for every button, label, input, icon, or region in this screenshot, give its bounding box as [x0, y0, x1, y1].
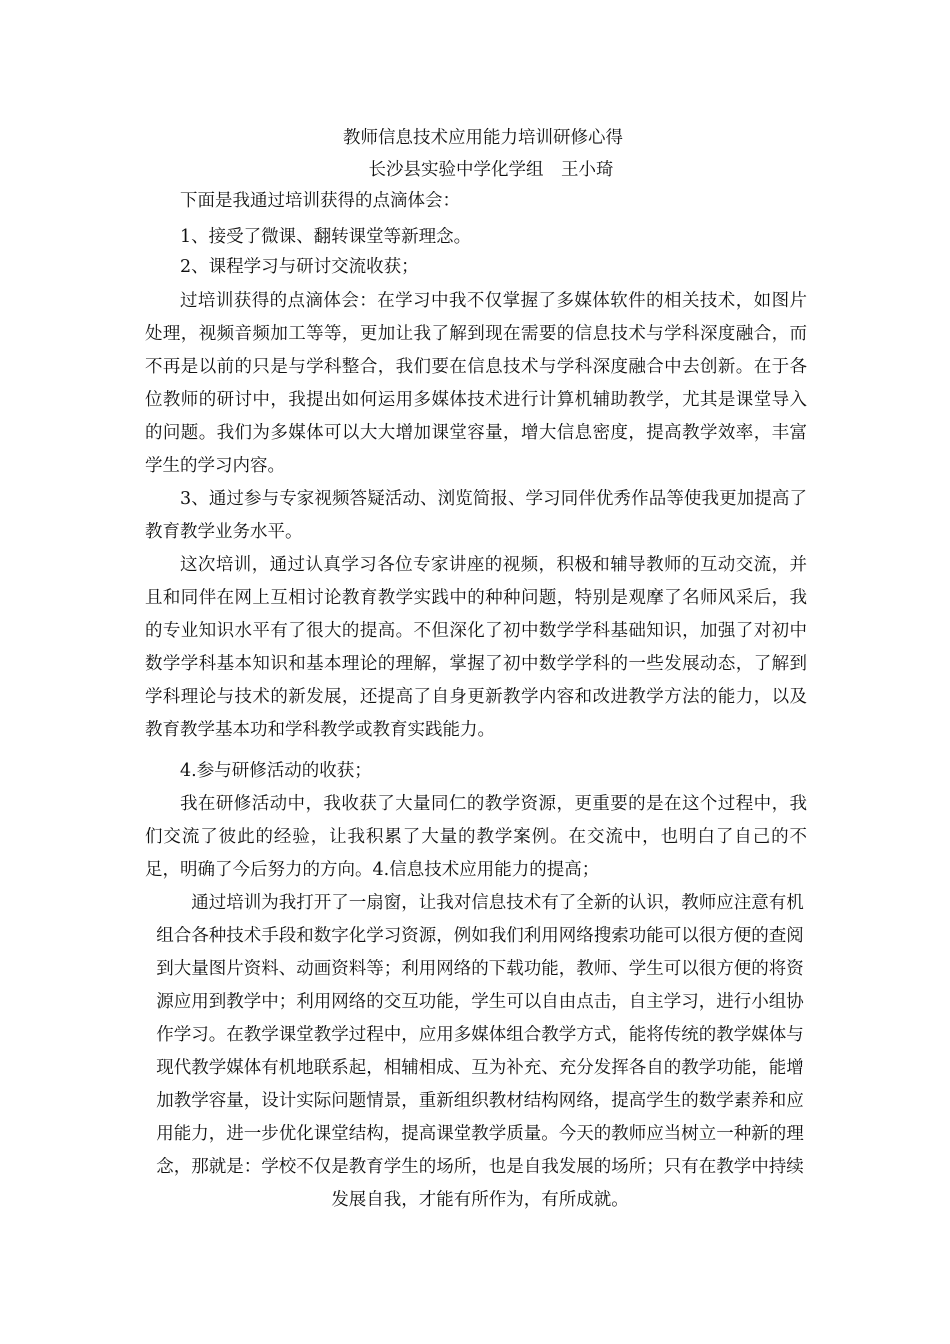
- document-title: 教师信息技术应用能力培训研修心得: [343, 128, 623, 148]
- list-item-3: 3、通过参与专家视频答疑活动、浏览简报、学习同伴优秀作品等使我更加提高了教育教学业务水平。: [145, 489, 807, 542]
- body-paragraph-2: 这次培训，通过认真学习各位专家讲座的视频，积极和辅导教师的互动交流，并且和同伴在网上互相讨论教育教学实践中的种种问题，特别是观摩了名师风采后，我的专业知识水平有了很大的提高。不但深化了初中数学学科基础知识，加强了对初中数学学科基本知识和基本理论的理解，掌握了初中数学学科的一些发展动态，了解到学科理论与技术的新发展，还提高了自身更新教学内容和改进教学方法的能力，以及教育教学基本功和学科教学或教育实践能力。: [145, 555, 807, 740]
- list-item-4: 4.参与研修活动的收获；: [180, 761, 372, 781]
- body-paragraph-4: 通过培训为我打开了一扇窗，让我对信息技术有了全新的认识，教师应注意有机组合各种技术手段和数字化学习资源，例如我们利用网络搜索功能可以很方便的查阅到大量图片资料、动画资料等；利用网络的下载功能，教师、学生可以很方便的将资源应用到教学中；利用网络的交互功能，学生可以自由点击，自主学习，进行小组协作学习。在教学课堂教学过程中，应用多媒体组合教学方式，能将传统的教学媒体与现代教学媒体有机地联系起，相辅相成、互为补充、充分发挥各自的教学功能，能增加教学容量，设计实际问题情景，重新组织教材结构网络，提高学生的数学素养和应用能力，进一步优化课堂结构，提高课堂教学质量。今天的教师应当树立一种新的理念，那就是：学校不仅是教育学生的场所，也是自我发展的场所；只有在教学中持续发展自我，才能有所作为，有所成就。: [156, 893, 804, 1210]
- list-item-2: 2、课程学习与研讨交流收获；: [180, 257, 419, 277]
- document-body: [145, 122, 807, 1217]
- intro-paragraph: 下面是我通过培训获得的点滴体会：: [180, 191, 460, 211]
- list-item-1: 1、接受了微课、翻转课堂等新理念。: [180, 227, 472, 247]
- body-paragraph-1: 过培训获得的点滴体会：在学习中我不仅掌握了多媒体软件的相关技术，如图片处理，视频音频加工等等，更加让我了解到现在需要的信息技术与学科深度融合，而不再是以前的只是与学科整合，我们要在信息技术与学科深度融合中去创新。在于各位教师的研讨中，我提出如何运用多媒体技术进行计算机辅助教学，尤其是课堂导入的问题。我们为多媒体可以大大增加课堂容量，增大信息密度，提高教学效率，丰富学生的学习内容。: [145, 291, 807, 476]
- author-line: 长沙县实验中学化学组 王小琦: [368, 160, 614, 180]
- body-paragraph-3: 我在研修活动中，我收获了大量同仁的教学资源，更重要的是在这个过程中，我们交流了彼此的经验，让我积累了大量的教学案例。在交流中，也明白了自己的不足，明确了今后努力的方向。4.信息技术应用能力的提高；: [145, 794, 807, 880]
